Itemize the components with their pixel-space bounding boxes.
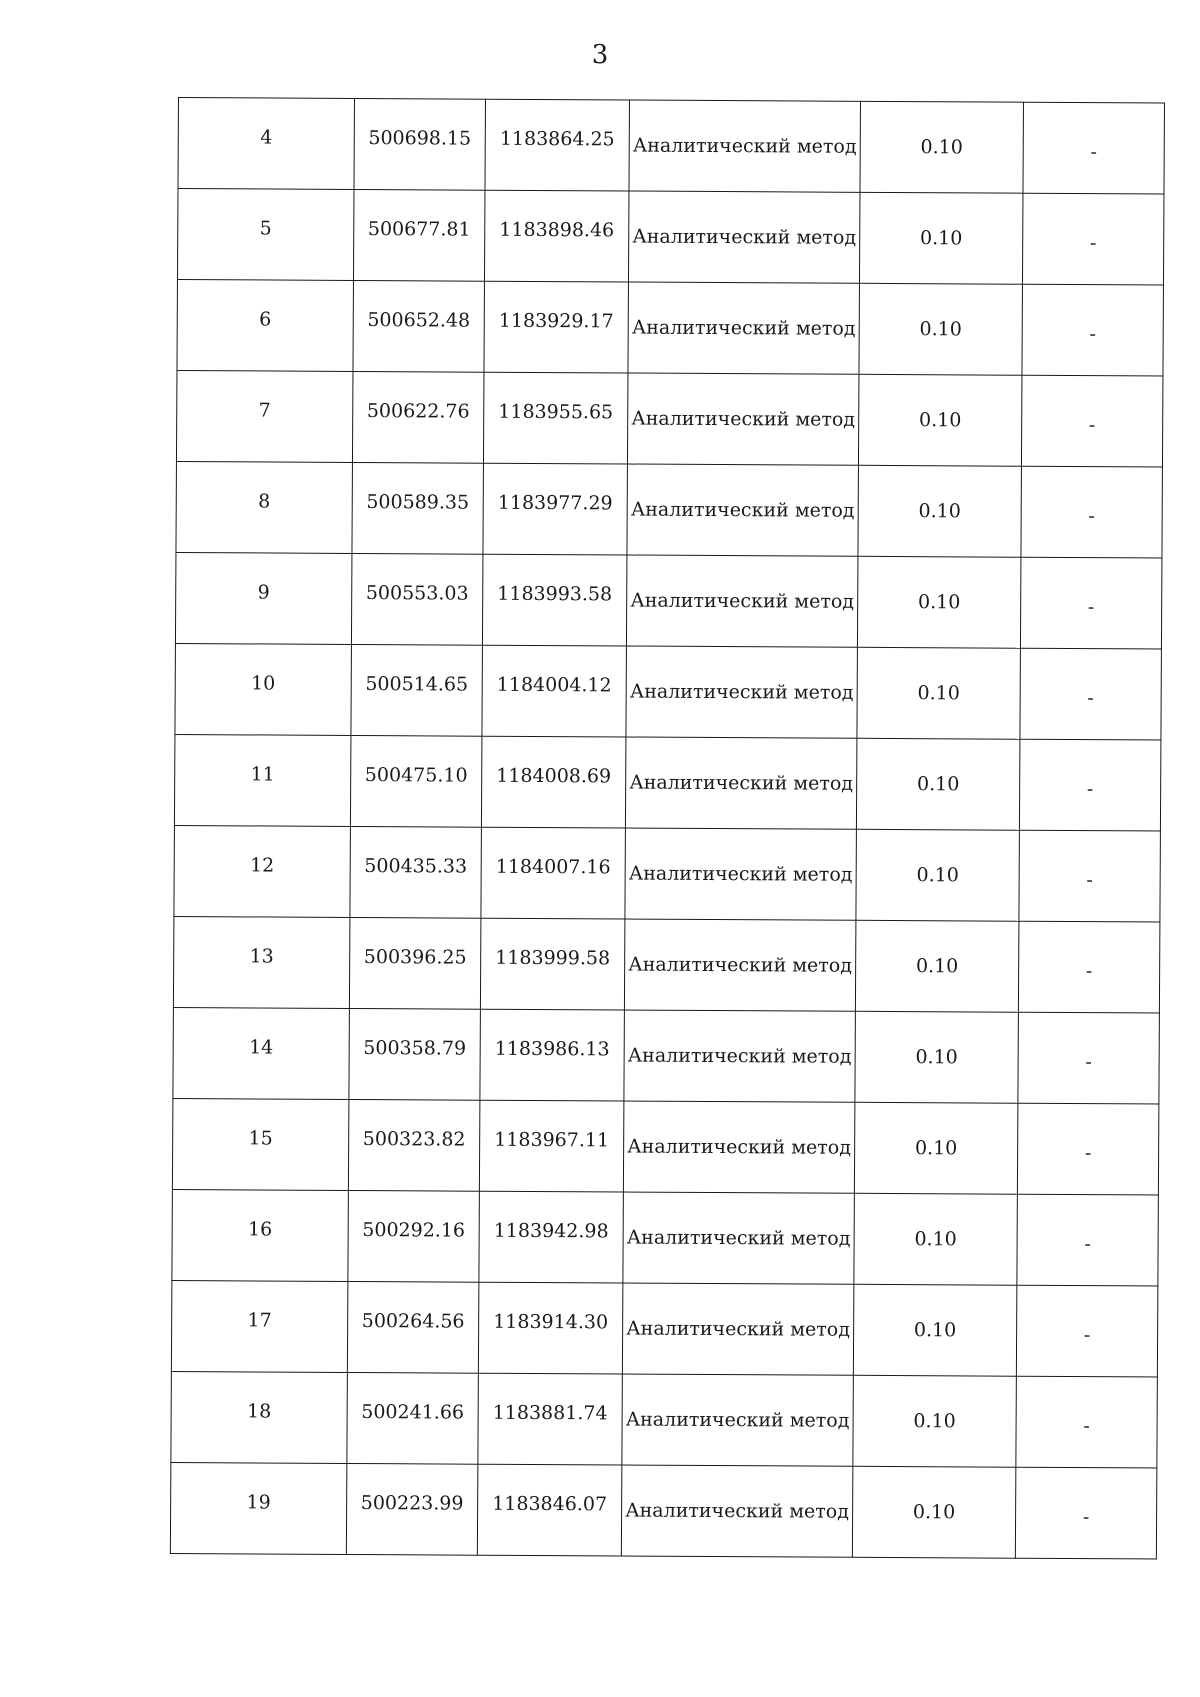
note-cell bbox=[1019, 739, 1161, 831]
table-row bbox=[170, 1462, 1156, 1559]
method-cell-text: Аналитический метод bbox=[627, 1044, 852, 1068]
point-number-cell-text: 14 bbox=[249, 1036, 274, 1059]
y-coordinate-cell-text: 1183967.11 bbox=[494, 1128, 610, 1152]
y-coordinate-cell bbox=[479, 1100, 624, 1192]
method-cell-text: Аналитический метод bbox=[626, 1317, 851, 1341]
y-coordinate-cell-text: 1183942.98 bbox=[493, 1219, 609, 1243]
accuracy-cell bbox=[853, 1375, 1017, 1467]
method-cell bbox=[627, 373, 859, 465]
method-cell bbox=[622, 1374, 854, 1466]
note-cell bbox=[1018, 1012, 1160, 1104]
point-number-cell bbox=[177, 189, 354, 281]
x-coordinate-cell bbox=[351, 553, 483, 645]
accuracy-cell bbox=[854, 1102, 1018, 1194]
method-cell-text: Аналитический метод bbox=[628, 862, 853, 886]
x-coordinate-cell-text: 500677.81 bbox=[367, 218, 471, 241]
accuracy-cell bbox=[852, 1466, 1016, 1558]
point-number-cell bbox=[173, 1007, 350, 1099]
table-row bbox=[171, 1280, 1157, 1377]
method-cell bbox=[628, 191, 860, 283]
page-number: 3 bbox=[591, 40, 609, 70]
x-coordinate-cell-text: 500241.66 bbox=[361, 1401, 465, 1424]
accuracy-cell-text: 0.10 bbox=[918, 409, 962, 432]
point-number-cell-text: 15 bbox=[248, 1127, 273, 1150]
x-coordinate-cell bbox=[350, 826, 482, 918]
method-cell-text: Аналитический метод bbox=[627, 1135, 852, 1159]
note-cell bbox=[1020, 648, 1162, 740]
table-row bbox=[175, 552, 1161, 649]
point-number-cell bbox=[175, 643, 352, 735]
point-number-cell bbox=[171, 1371, 348, 1463]
note-cell-text: - bbox=[1089, 323, 1096, 346]
accuracy-cell bbox=[857, 647, 1021, 739]
note-cell-text: - bbox=[1086, 778, 1094, 801]
accuracy-cell-text: 0.10 bbox=[916, 773, 960, 796]
x-coordinate-cell-text: 500698.15 bbox=[368, 127, 472, 150]
table-row bbox=[172, 1098, 1158, 1195]
x-coordinate-cell bbox=[354, 98, 486, 190]
x-coordinate-cell-text: 500435.33 bbox=[364, 855, 468, 878]
method-cell-text: Аналитический метод bbox=[632, 225, 857, 249]
x-coordinate-cell bbox=[351, 644, 483, 736]
point-number-cell-text: 11 bbox=[250, 763, 275, 786]
x-coordinate-cell bbox=[346, 1463, 478, 1555]
note-cell-text: - bbox=[1084, 1233, 1091, 1256]
point-number-cell bbox=[174, 734, 351, 826]
method-cell bbox=[625, 828, 857, 920]
method-cell-text: Аналитический метод bbox=[631, 316, 856, 340]
point-number-cell bbox=[176, 461, 353, 553]
y-coordinate-cell bbox=[484, 190, 629, 282]
method-cell bbox=[625, 737, 857, 829]
accuracy-cell bbox=[860, 101, 1024, 193]
table-row bbox=[174, 825, 1160, 922]
method-cell bbox=[626, 646, 858, 738]
accuracy-cell-text: 0.10 bbox=[913, 1410, 956, 1433]
x-coordinate-cell bbox=[348, 1190, 480, 1282]
point-number-cell-text: 19 bbox=[246, 1491, 271, 1514]
method-cell-text: Аналитический метод bbox=[626, 1226, 851, 1250]
x-coordinate-cell bbox=[352, 371, 484, 463]
point-number-cell-text: 7 bbox=[258, 399, 271, 422]
y-coordinate-cell-text: 1183993.58 bbox=[497, 582, 613, 606]
note-cell-text: - bbox=[1090, 141, 1097, 164]
table-row bbox=[178, 98, 1164, 195]
x-coordinate-cell bbox=[349, 917, 481, 1009]
y-coordinate-cell-text: 1183929.17 bbox=[498, 309, 614, 333]
method-cell bbox=[622, 1283, 854, 1375]
note-cell bbox=[1021, 466, 1163, 558]
method-cell bbox=[623, 1192, 855, 1284]
table-body bbox=[170, 98, 1164, 1559]
accuracy-cell-text: 0.10 bbox=[914, 1137, 958, 1160]
accuracy-cell bbox=[859, 192, 1023, 284]
table-row bbox=[174, 734, 1160, 831]
x-coordinate-cell-text: 500223.99 bbox=[360, 1492, 464, 1515]
y-coordinate-cell-text: 1183864.25 bbox=[499, 127, 615, 151]
y-coordinate-cell bbox=[482, 554, 627, 646]
accuracy-cell-text: 0.10 bbox=[914, 1228, 957, 1251]
x-coordinate-cell-text: 500292.16 bbox=[362, 1219, 466, 1242]
accuracy-cell bbox=[854, 1193, 1018, 1285]
accuracy-cell bbox=[856, 829, 1020, 921]
x-coordinate-cell-text: 500553.03 bbox=[365, 582, 469, 605]
x-coordinate-cell-text: 500264.56 bbox=[361, 1310, 465, 1333]
x-coordinate-cell-text: 500323.82 bbox=[362, 1128, 466, 1151]
note-cell-text: - bbox=[1089, 232, 1097, 255]
point-number-cell-text: 5 bbox=[259, 217, 272, 240]
x-coordinate-cell bbox=[349, 1008, 481, 1100]
method-cell bbox=[624, 1010, 856, 1102]
y-coordinate-cell-text: 1183986.13 bbox=[494, 1037, 610, 1061]
y-coordinate-cell bbox=[477, 1464, 622, 1556]
point-number-cell bbox=[176, 370, 353, 462]
y-coordinate-cell-text: 1184004.12 bbox=[496, 673, 612, 697]
point-number-cell-text: 10 bbox=[251, 672, 276, 695]
accuracy-cell bbox=[853, 1284, 1017, 1376]
table-row bbox=[172, 1189, 1158, 1286]
method-cell bbox=[627, 464, 859, 556]
table-row bbox=[177, 279, 1163, 376]
note-cell bbox=[1015, 1467, 1157, 1559]
y-coordinate-cell bbox=[481, 827, 626, 919]
accuracy-cell-text: 0.10 bbox=[917, 591, 961, 614]
accuracy-cell-text: 0.10 bbox=[920, 227, 963, 250]
y-coordinate-cell-text: 1183898.46 bbox=[499, 218, 615, 242]
method-cell bbox=[621, 1465, 853, 1557]
accuracy-cell bbox=[857, 556, 1021, 648]
method-cell-text: Аналитический метод bbox=[630, 498, 855, 522]
y-coordinate-cell bbox=[483, 372, 628, 464]
point-number-cell bbox=[175, 552, 352, 644]
coordinates-table-wrapper bbox=[170, 97, 1158, 1559]
point-number-cell bbox=[172, 1098, 349, 1190]
point-number-cell bbox=[177, 279, 354, 371]
y-coordinate-cell-text: 1183977.29 bbox=[497, 491, 613, 515]
point-number-cell-text: 17 bbox=[247, 1309, 272, 1332]
note-cell-text: - bbox=[1087, 596, 1095, 619]
x-coordinate-cell bbox=[347, 1372, 479, 1464]
table-row bbox=[171, 1371, 1157, 1468]
y-coordinate-cell-text: 1184008.69 bbox=[496, 764, 612, 788]
accuracy-cell-text: 0.10 bbox=[913, 1319, 957, 1342]
y-coordinate-cell bbox=[482, 645, 627, 737]
y-coordinate-cell bbox=[480, 1009, 625, 1101]
y-coordinate-cell bbox=[478, 1282, 623, 1374]
method-cell bbox=[629, 100, 861, 192]
note-cell bbox=[1022, 284, 1164, 376]
table-row bbox=[176, 370, 1162, 467]
point-number-cell-text: 18 bbox=[247, 1400, 272, 1423]
method-cell-text: Аналитический метод bbox=[625, 1499, 849, 1523]
y-coordinate-cell bbox=[478, 1373, 623, 1465]
method-cell-text: Аналитический метод bbox=[632, 134, 857, 158]
accuracy-cell-text: 0.10 bbox=[917, 682, 960, 705]
point-number-cell bbox=[174, 825, 351, 917]
x-coordinate-cell bbox=[352, 462, 484, 554]
y-coordinate-cell-text: 1183999.58 bbox=[495, 946, 611, 970]
method-cell-text: Аналитический метод bbox=[630, 589, 855, 613]
note-cell-text: - bbox=[1085, 960, 1093, 983]
point-number-cell bbox=[178, 98, 355, 190]
note-cell bbox=[1017, 1103, 1159, 1195]
note-cell bbox=[1018, 921, 1160, 1013]
point-number-cell-text: 9 bbox=[257, 581, 270, 604]
accuracy-cell bbox=[855, 920, 1019, 1012]
note-cell-text: - bbox=[1088, 505, 1095, 528]
y-coordinate-cell-text: 1183881.74 bbox=[492, 1401, 608, 1425]
x-coordinate-cell-text: 500396.25 bbox=[363, 946, 467, 969]
table-row bbox=[173, 916, 1159, 1013]
method-cell-text: Аналитический метод bbox=[625, 1408, 850, 1432]
note-cell-text: - bbox=[1083, 1415, 1090, 1438]
table-row bbox=[175, 643, 1161, 740]
note-cell bbox=[1020, 557, 1162, 649]
x-coordinate-cell bbox=[353, 280, 485, 372]
point-number-cell bbox=[170, 1462, 347, 1554]
y-coordinate-cell bbox=[483, 463, 628, 555]
method-cell bbox=[624, 919, 856, 1011]
y-coordinate-cell bbox=[485, 99, 630, 191]
point-number-cell bbox=[172, 1189, 349, 1281]
accuracy-cell-text: 0.10 bbox=[919, 318, 962, 341]
method-cell-text: Аналитический метод bbox=[629, 771, 854, 795]
point-number-cell-text: 13 bbox=[249, 945, 274, 968]
y-coordinate-cell bbox=[480, 918, 625, 1010]
x-coordinate-cell-text: 500652.48 bbox=[367, 309, 471, 332]
method-cell bbox=[628, 282, 860, 374]
note-cell-text: - bbox=[1086, 869, 1093, 892]
accuracy-cell bbox=[859, 283, 1023, 375]
x-coordinate-cell-text: 500475.10 bbox=[364, 764, 468, 787]
point-number-cell-text: 6 bbox=[259, 308, 272, 331]
note-cell-text: - bbox=[1082, 1506, 1090, 1529]
note-cell bbox=[1023, 102, 1165, 194]
accuracy-cell bbox=[856, 738, 1020, 830]
accuracy-cell-text: 0.10 bbox=[916, 864, 959, 887]
y-coordinate-cell-text: 1183955.65 bbox=[498, 400, 614, 424]
x-coordinate-cell bbox=[348, 1099, 480, 1191]
point-number-cell-text: 16 bbox=[248, 1218, 273, 1241]
table-row bbox=[173, 1007, 1159, 1104]
x-coordinate-cell bbox=[347, 1281, 479, 1373]
note-cell bbox=[1021, 375, 1163, 467]
x-coordinate-cell-text: 500358.79 bbox=[363, 1037, 467, 1060]
accuracy-cell-text: 0.10 bbox=[918, 500, 961, 523]
note-cell-text: - bbox=[1083, 1324, 1091, 1347]
accuracy-cell-text: 0.10 bbox=[915, 1046, 958, 1069]
method-cell bbox=[626, 555, 858, 647]
note-cell bbox=[1016, 1376, 1158, 1468]
x-coordinate-cell-text: 500622.76 bbox=[366, 400, 470, 423]
y-coordinate-cell-text: 1184007.16 bbox=[495, 855, 611, 879]
y-coordinate-cell bbox=[484, 281, 629, 373]
note-cell bbox=[1022, 193, 1164, 285]
point-number-cell bbox=[173, 916, 350, 1008]
coordinates-table bbox=[170, 97, 1165, 1559]
accuracy-cell bbox=[858, 374, 1022, 466]
x-coordinate-cell bbox=[353, 189, 485, 281]
accuracy-cell-text: 0.10 bbox=[915, 955, 959, 978]
table-row bbox=[176, 461, 1162, 558]
method-cell bbox=[623, 1101, 855, 1193]
note-cell bbox=[1016, 1285, 1158, 1377]
note-cell bbox=[1017, 1194, 1159, 1286]
note-cell bbox=[1019, 830, 1161, 922]
note-cell-text: - bbox=[1087, 687, 1094, 710]
accuracy-cell-text: 0.10 bbox=[920, 136, 963, 159]
y-coordinate-cell-text: 1183846.07 bbox=[492, 1492, 608, 1516]
y-coordinate-cell bbox=[481, 736, 626, 828]
table-row bbox=[177, 189, 1163, 286]
x-coordinate-cell-text: 500589.35 bbox=[366, 491, 470, 514]
y-coordinate-cell bbox=[479, 1191, 624, 1283]
point-number-cell bbox=[171, 1280, 348, 1372]
x-coordinate-cell-text: 500514.65 bbox=[365, 673, 469, 696]
point-number-cell-text: 8 bbox=[258, 490, 271, 513]
note-cell-text: - bbox=[1084, 1142, 1092, 1165]
method-cell-text: Аналитический метод bbox=[629, 680, 854, 704]
x-coordinate-cell bbox=[350, 735, 482, 827]
note-cell-text: - bbox=[1088, 414, 1096, 437]
y-coordinate-cell-text: 1183914.30 bbox=[493, 1310, 609, 1334]
accuracy-cell-text: 0.10 bbox=[912, 1501, 956, 1524]
point-number-cell-text: 12 bbox=[250, 854, 275, 877]
method-cell-text: Аналитический метод bbox=[631, 407, 856, 431]
note-cell-text: - bbox=[1085, 1051, 1092, 1074]
point-number-cell-text: 4 bbox=[260, 126, 273, 149]
accuracy-cell bbox=[858, 465, 1022, 557]
accuracy-cell bbox=[855, 1011, 1019, 1103]
method-cell-text: Аналитический метод bbox=[628, 953, 853, 977]
